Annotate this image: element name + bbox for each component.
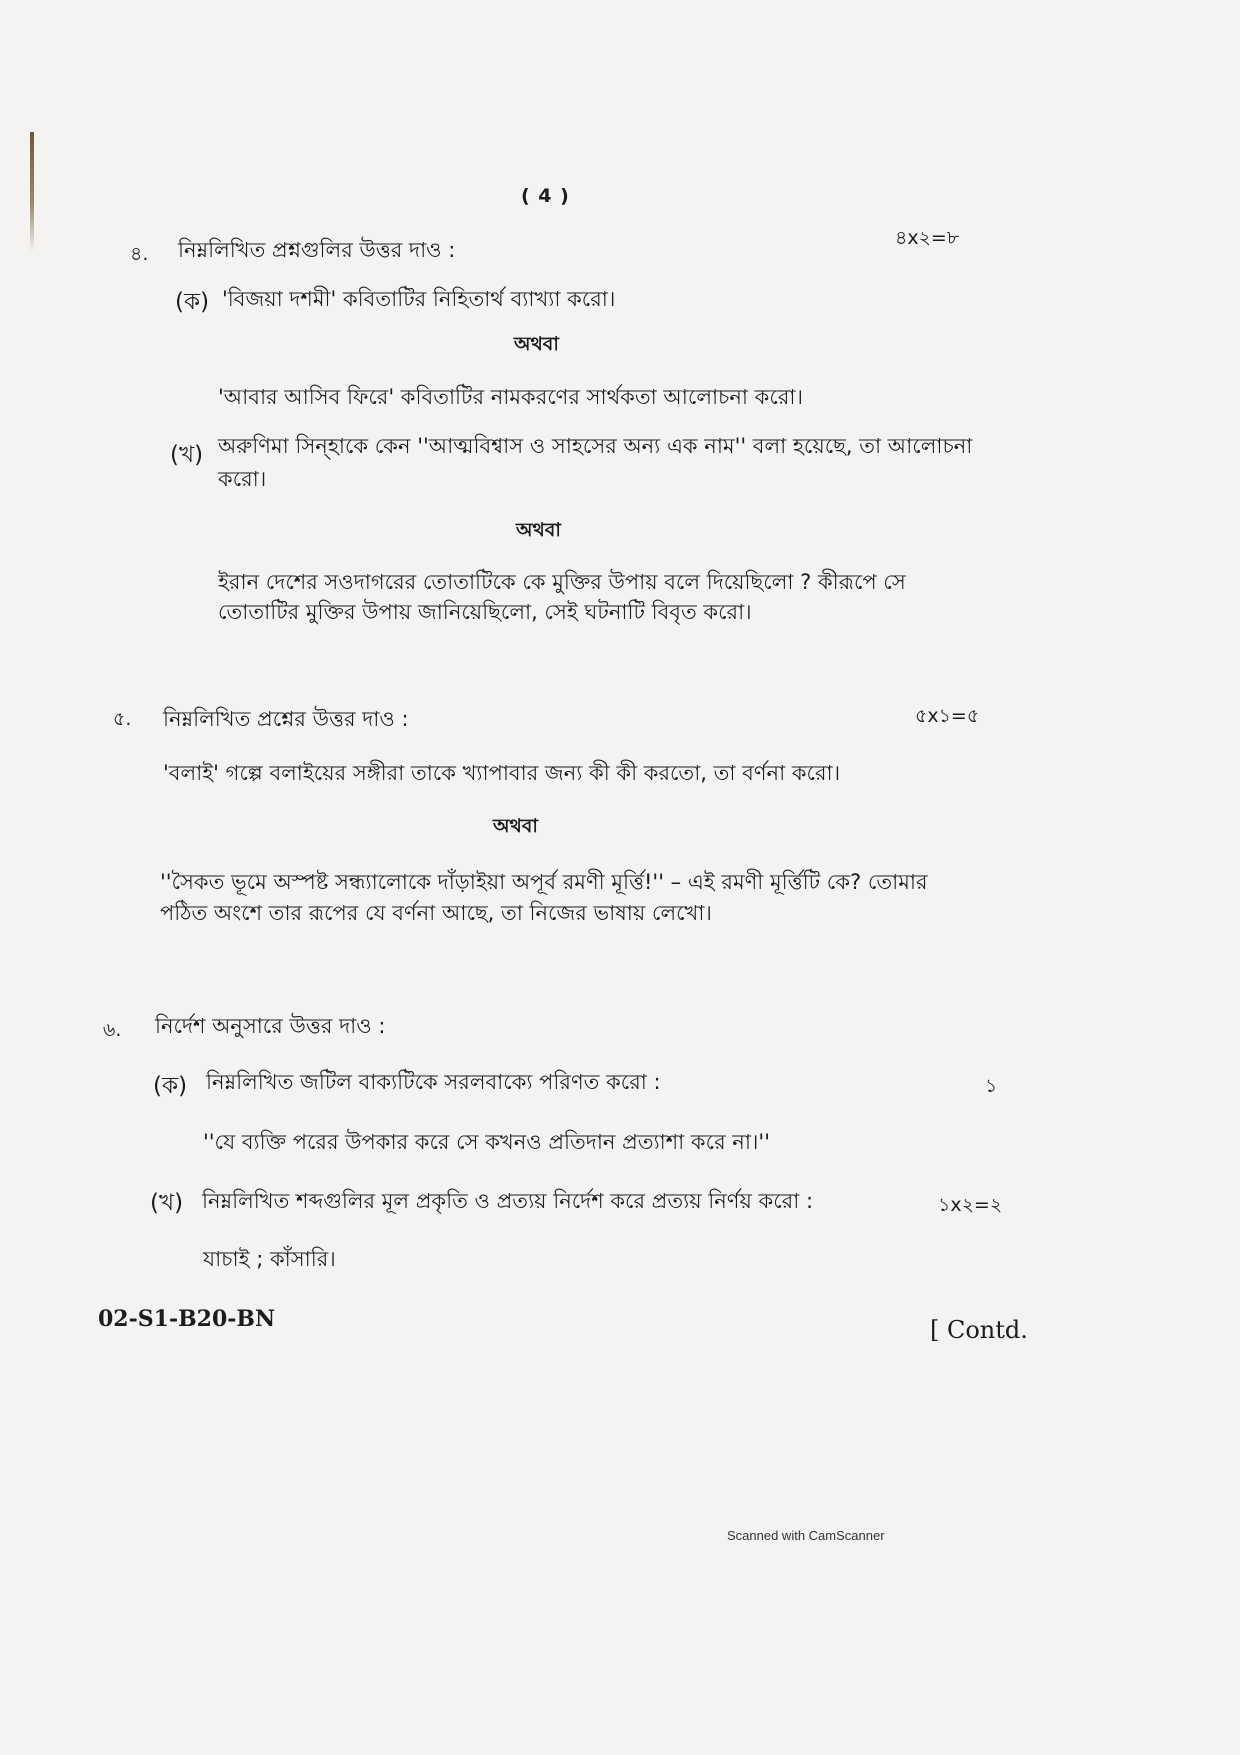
question-5-alternative-line2: পঠিত অংশে তার রূপের যে বর্ণনা আছে, তা নিজের ভাষায় লেখো।: [160, 901, 712, 925]
scanner-watermark: Scanned with CamScanner: [727, 1528, 885, 1543]
question-4-instruction: নিম্নলিখিত প্রশ্নগুলির উত্তর দাও :: [178, 238, 456, 262]
question-5-number: ৫.: [113, 708, 132, 730]
question-6b-text: নিম্নলিখিত শব্দগুলির মূল প্রকৃতি ও প্রত্যয় নির্দেশ করে প্রত্যয় নির্ণয় করো :: [202, 1189, 814, 1213]
question-4b-alternative-line1: ইরান দেশের সওদাগরের তোতাটিকে কে মুক্তির উপায় বলে দিয়েছিলো ? কীরূপে সে: [218, 570, 906, 594]
page-number: ( 4 ): [521, 185, 570, 207]
question-6b-label: (খ): [150, 1190, 184, 1216]
question-4a-label: (ক): [175, 289, 210, 315]
question-5-alternative-line1: ''সৈকত ভূমে অস্পষ্ট সন্ধ্যালোকে দাঁড়াইয়া অপূর্ব রমণী মূর্ত্তি!'' – এই রমণী মূর্ত্তিটি কে? তোমার: [160, 870, 928, 894]
question-5-instruction: নিম্নলিখিত প্রশ্নের উত্তর দাও :: [163, 707, 409, 731]
question-6b-marks: ১x২=২: [938, 1194, 1003, 1216]
paper-code: 02-S1-B20-BN: [98, 1306, 276, 1332]
or-divider: অথবা: [516, 519, 561, 541]
question-4b-text-line2: করো।: [218, 467, 267, 491]
question-6b-words: যাচাই ; কাঁসারি।: [203, 1247, 336, 1271]
question-4-number: ৪.: [130, 243, 149, 265]
question-4b-label: (খ): [170, 442, 204, 468]
question-6a-marks: ১: [985, 1075, 998, 1097]
or-divider: অথবা: [493, 815, 538, 837]
question-5-text: 'বলাই' গল্পে বলাইয়ের সঙ্গীরা তাকে খ্যাপাবার জন্য কী কী করতো, তা বর্ণনা করো।: [163, 761, 841, 785]
question-4-marks: ৪x২=৮: [895, 227, 960, 249]
question-6-instruction: নির্দেশ অনুসারে উত্তর দাও :: [155, 1014, 386, 1038]
question-4a-text: 'বিজয়া দশমী' কবিতাটির নিহিতার্থ ব্যাখ্যা করো।: [222, 287, 616, 311]
question-4b-alternative-line2: তোতাটির মুক্তির উপায় জানিয়েছিলো, সেই ঘটনাটি বিবৃত করো।: [218, 600, 752, 624]
question-6a-label: (ক): [153, 1073, 188, 1099]
question-6a-quote: ''যে ব্যক্তি পরের উপকার করে সে কখনও প্রতিদান প্রত্যাশা করে না।'': [203, 1130, 770, 1154]
or-divider: অথবা: [514, 333, 559, 355]
question-6-number: ৬.: [103, 1019, 122, 1041]
question-4a-alternative: 'আবার আসিব ফিরে' কবিতাটির নামকরণের সার্থকতা আলোচনা করো।: [218, 385, 803, 409]
question-4b-text-line1: অরুণিমা সিন্‌হাকে কেন ''আত্মবিশ্বাস ও সাহসের অন্য এক নাম'' বলা হয়েছে, তা আলোচনা: [218, 434, 973, 458]
question-5-marks: ৫x১=৫: [915, 705, 980, 727]
continued-note: [ Contd.: [930, 1316, 1028, 1344]
question-6a-text: নিম্নলিখিত জটিল বাক্যটিকে সরলবাক্যে পরিণত করো :: [206, 1070, 661, 1094]
scan-edge-shadow: [30, 132, 34, 252]
